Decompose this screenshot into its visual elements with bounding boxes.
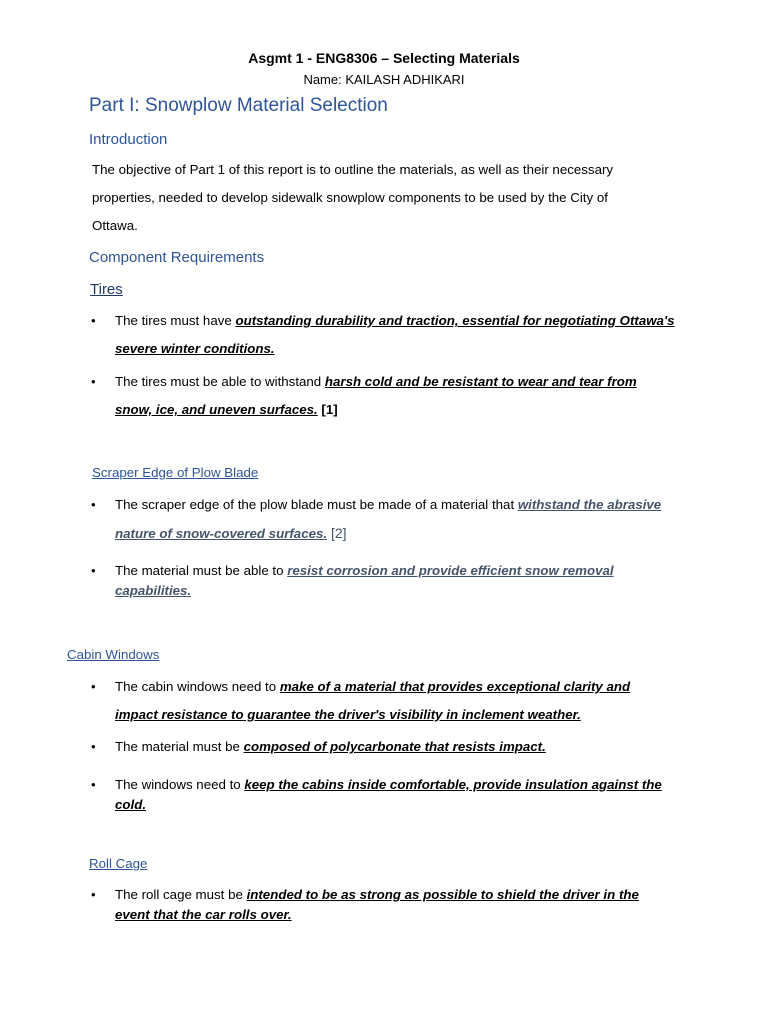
emphasis-text: outstanding durability and traction, essential for negotiating Ottawa's severe winter conditions. [115, 313, 675, 356]
roll-cage-heading: Roll Cage [89, 856, 148, 871]
bullet-marker: • [91, 679, 96, 694]
emphasis-text: composed of polycarbonate that resists impact. [243, 739, 546, 754]
bullet-marker: • [91, 739, 96, 754]
part1-heading: Part I: Snowplow Material Selection [89, 95, 388, 116]
document-title: Asgmt 1 - ENG8306 – Selecting Materials [248, 50, 520, 66]
windows-bullet-3 [115, 775, 675, 815]
bullet-text: The material must be able to [115, 563, 288, 578]
windows-bullet-2 [115, 733, 675, 761]
emphasis-text: intended to be as strong as possible to shield the driver in the event that the car rolls over. [115, 887, 639, 922]
emphasis-text: harsh cold and be resistant to wear and tear from snow, ice, and uneven surfaces. [115, 374, 637, 417]
introduction-heading: Introduction [89, 131, 168, 148]
windows-bullet-1 [115, 673, 675, 729]
rollcage-bullet-1 [115, 885, 675, 925]
cabin-windows-heading: Cabin Windows [67, 647, 160, 662]
tires-bullet-2 [115, 368, 675, 424]
scraper-bullet-1 [115, 491, 675, 548]
bullet-marker: • [91, 313, 96, 328]
bullet-text: The roll cage must be [115, 887, 247, 902]
bullet-marker: • [91, 777, 96, 792]
emphasis-text: make of a material that provides exceptional clarity and impact resistance to guarantee the driver's visibility in inclement weather. [115, 679, 631, 722]
bullet-text: The cabin windows need to [115, 679, 280, 694]
bullet-text: The scraper edge of the plow blade must be made of a material that [115, 497, 518, 512]
component-requirements-heading: Component Requirements [89, 249, 265, 266]
bullet-text: The material must be [115, 739, 244, 754]
bullet-text: The tires must have [115, 313, 236, 328]
scraper-edge-heading: Scraper Edge of Plow Blade [92, 465, 259, 480]
bullet-marker: • [91, 563, 96, 578]
emphasis-text: withstand the abrasive nature of snow-covered surfaces. [115, 497, 662, 541]
tires-heading: Tires [90, 281, 123, 298]
bullet-marker: • [91, 497, 96, 512]
citation: [1] [317, 402, 338, 417]
emphasis-text: keep the cabins inside comfortable, provide insulation against the cold. [115, 777, 662, 812]
bullet-text: The windows need to [115, 777, 245, 792]
bullet-text: The tires must be able to withstand [115, 374, 325, 389]
author-name: Name: KAILASH ADHIKARI [303, 72, 465, 87]
citation: [2] [327, 525, 347, 541]
scraper-bullet-2 [115, 561, 675, 601]
emphasis-text: resist corrosion and provide efficient snow removal capabilities. [115, 563, 614, 598]
bullet-marker: • [91, 374, 96, 389]
tires-bullet-1 [115, 307, 675, 363]
introduction-text: The objective of Part 1 of this report is to outline the materials, as well as their necessary properties, needed to develop sidewalk snowplow components to be used by the City of Ottawa. [92, 162, 614, 233]
bullet-marker: • [91, 887, 96, 902]
